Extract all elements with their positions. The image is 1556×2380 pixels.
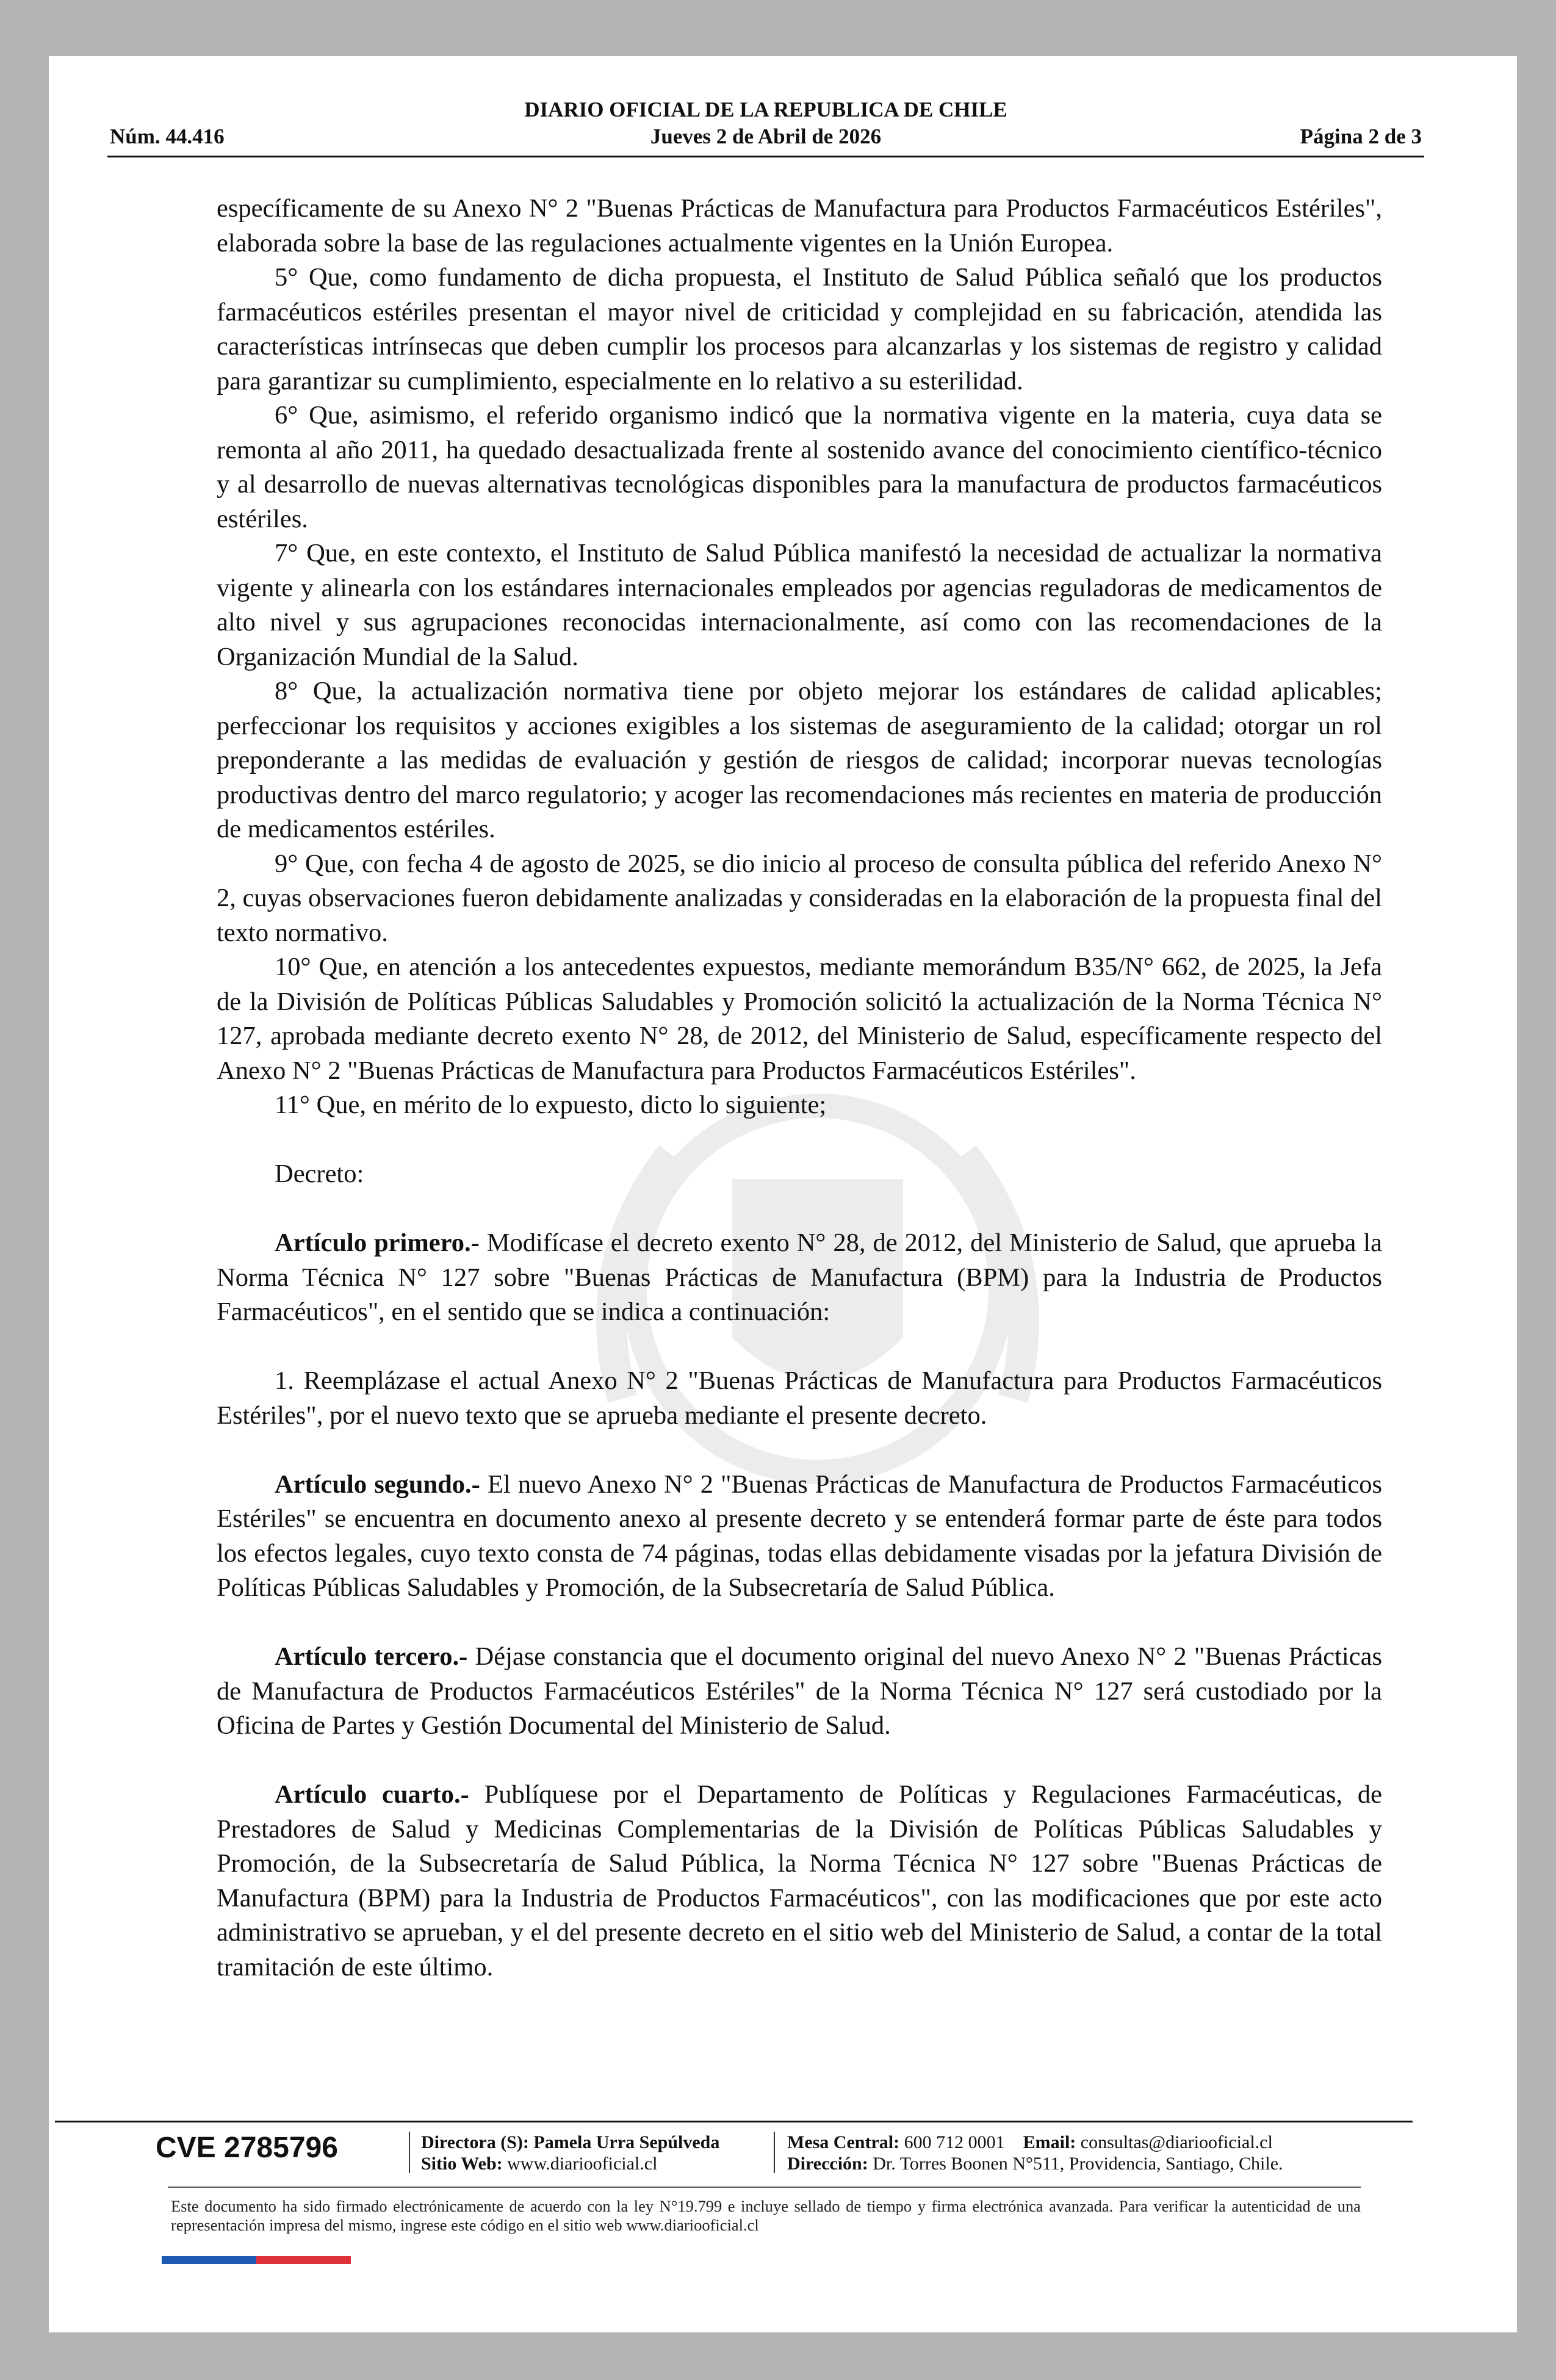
articulo-segundo-text: El nuevo Anexo N° 2 "Buenas Prácticas de Manufactura de Productos Farmacéuticos Estériles" se encuentra en documento anexo al presente decreto y se entenderá formar parte de éste para todos los efectos legales, cuyo texto consta de 74 páginas, todas ellas debidamente visadas por la jefatura División de Políticas Públicas Saludables y Promoción, de la Subsecretaría de Salud Pública.	[217, 1469, 1383, 1602]
sitio-link[interactable]: www.diariooficial.cl	[507, 2154, 658, 2174]
paragraph-considerando-11: 11° Que, en mérito de lo expuesto, dicto lo siguiente;	[275, 1091, 827, 1119]
paragraph-considerando-10: 10° Que, en atención a los antecedentes expuestos, mediante memorándum B35/N° 662, de 2025, la Jefa de la División de Políticas Públicas Saludables y Promoción solicitó la actualización de la Norma Técnica N° 127, aprobada mediante decreto exento N° 28, de 2012, del Ministerio de Salud, específicamente respecto del Anexo N° 2 "Buenas Prácticas de Manufactura para Productos Farmacéuticos Estériles".	[217, 953, 1382, 1085]
directora-line	[421, 2132, 719, 2153]
directora-label: Directora (S):	[421, 2132, 529, 2152]
page-header	[110, 98, 1422, 165]
articulo-tercero-text: Déjase constancia que el documento original del nuevo Anexo N° 2 "Buenas Prácticas de Manufactura de Productos Farmacéuticos Estériles" de la Norma Técnica N° 127 será custodiado por la Oficina de Partes y Gestión Documental del Ministerio de Salud.	[217, 1642, 1382, 1740]
flag-red-segment	[256, 2256, 351, 2264]
document-body	[217, 192, 1382, 1985]
articulo-primero-item-1: 1. Reemplázase el actual Anexo N° 2 "Buenas Prácticas de Manufactura para Productos Farmacéuticos Estériles", por el nuevo texto que se aprueba mediante el presente decreto.	[217, 1366, 1382, 1430]
articulo-cuarto	[217, 1778, 1382, 1985]
sitio-label: Sitio Web:	[421, 2154, 503, 2174]
mesa-value: 600 712 0001	[904, 2132, 1005, 2152]
articulo-primero-label: Artículo primero.-	[275, 1228, 480, 1257]
email-link[interactable]: consultas@diariooficial.cl	[1080, 2132, 1273, 2152]
direccion-label: Dirección:	[787, 2154, 868, 2174]
sitio-line	[421, 2153, 719, 2174]
cve-code: CVE 2785796	[156, 2132, 338, 2164]
articulo-tercero	[217, 1640, 1382, 1744]
issue-date: Jueves 2 de Abril de 2026	[650, 124, 882, 148]
page-sheet	[49, 56, 1517, 2332]
articulo-primero-text: Modifícase el decreto exento N° 28, de 2012, del Ministerio de Salud, que aprueba la Norma Técnica N° 127 sobre "Buenas Prácticas de Manufactura (BPM) para la Industria de Productos Farmacéuticos", en el sentido que se indica a continuación:	[217, 1228, 1382, 1326]
articulo-cuarto-text: Publíquese por el Departamento de Políticas y Regulaciones Farmacéuticas, de Prestadores de Salud y Medicinas Complementarias de la División de Políticas Públicas Saludables y Promoción, de la Subsecretaría de Salud Pública, la Norma Técnica N° 127 sobre "Buenas Prácticas de Manufactura (BPM) para la Industria de Productos Farmacéuticos", con las modificaciones que por este acto administrativo se aprueban, y el del presente decreto en el sitio web del Ministerio de Salud, a contar de la total tramitación de este último.	[217, 1780, 1382, 1982]
paragraph-considerando-7: 7° Que, en este contexto, el Instituto de Salud Pública manifestó la necesidad de actualizar la normativa vigente y alinearla con los estándares internacionales empleados por agencias reguladoras de medicamentos de alto nivel y sus agrupaciones reconocidas internacionalmente, así como con las recomendaciones de la Organización Mundial de la Salud.	[217, 539, 1382, 671]
page-indicator: Página 2 de 3	[1300, 124, 1422, 148]
email-label: Email:	[1023, 2132, 1076, 2152]
legal-notice: Este documento ha sido firmado electrónicamente de acuerdo con la ley N°19.799 e incluye sellado de tiempo y firma electrónica avanzada. Para verificar la autenticidad de una representación impresa del mismo, ingrese este código en el sitio web www.diariooficial.cl	[171, 2197, 1361, 2234]
footer-editor-info	[421, 2132, 719, 2174]
footer-contact-info	[787, 2132, 1283, 2174]
articulo-tercero-label: Artículo tercero.-	[275, 1642, 468, 1671]
issue-number: Núm. 44.416	[110, 124, 225, 148]
paragraph-continuation: específicamente de su Anexo N° 2 "Buenas Prácticas de Manufactura para Productos Farmacéuticos Estériles", elaborada sobre la base de las regulaciones actualmente vigentes en la Unión Europea.	[217, 194, 1382, 258]
footer-separator	[409, 2132, 410, 2173]
articulo-primero	[217, 1226, 1382, 1330]
mesa-label: Mesa Central:	[787, 2132, 900, 2152]
articulo-segundo	[217, 1468, 1382, 1606]
paragraph-considerando-5: 5° Que, como fundamento de dicha propuesta, el Instituto de Salud Pública señaló que los productos farmacéuticos estériles presentan el mayor nivel de criticidad y complejidad en su fabricación, atendida las características intrínsecas que deben cumplir los procesos para alcanzarlas y los sistemas de registro y calidad para garantizar su cumplimiento, especialmente en lo relativo a su esterilidad.	[217, 263, 1382, 395]
footer-divider-secondary	[168, 2187, 1361, 2188]
paragraph-considerando-8: 8° Que, la actualización normativa tiene por objeto mejorar los estándares de calidad aplicables; perfeccionar los requisitos y acciones exigibles a los sistemas de aseguramiento de la calidad; otorgar un rol preponderante a las medidas de evaluación y gestión de riesgos de calidad; incorporar nuevas tecnologías productivas dentro del marco regulatorio; y acoger las recomendaciones más recientes en materia de producción de medicamentos estériles.	[217, 677, 1382, 843]
footer-separator	[774, 2132, 775, 2173]
flag-blue-segment	[162, 2256, 256, 2264]
newspaper-title: DIARIO OFICIAL DE LA REPUBLICA DE CHILE	[524, 98, 1007, 121]
direccion-line	[787, 2153, 1283, 2174]
footer-divider	[55, 2121, 1413, 2122]
direccion-value: Dr. Torres Boonen N°511, Providencia, Santiago, Chile.	[873, 2154, 1283, 2174]
paragraph-considerando-9: 9° Que, con fecha 4 de agosto de 2025, se dio inicio al proceso de consulta pública del referido Anexo N° 2, cuyas observaciones fueron debidamente analizadas y consideradas en la elaboración de la propuesta final del texto normativo.	[217, 849, 1382, 947]
decreto-heading: Decreto:	[275, 1159, 364, 1188]
header-divider	[107, 156, 1424, 157]
paragraph-considerando-6: 6° Que, asimismo, el referido organismo indicó que la normativa vigente en la materia, cuya data se remonta al año 2011, ha quedado desactualizada frente al sostenido avance del conocimiento científico-técnico y al desarrollo de nuevas alternativas tecnológicas disponibles para la manufactura de productos farmacéuticos estériles.	[217, 401, 1382, 533]
chile-flag-stripe	[162, 2256, 351, 2264]
directora-value: Pamela Urra Sepúlveda	[533, 2132, 720, 2152]
articulo-segundo-label: Artículo segundo.-	[275, 1469, 480, 1499]
articulo-cuarto-label: Artículo cuarto.-	[275, 1780, 469, 1809]
contact-line	[787, 2132, 1283, 2153]
